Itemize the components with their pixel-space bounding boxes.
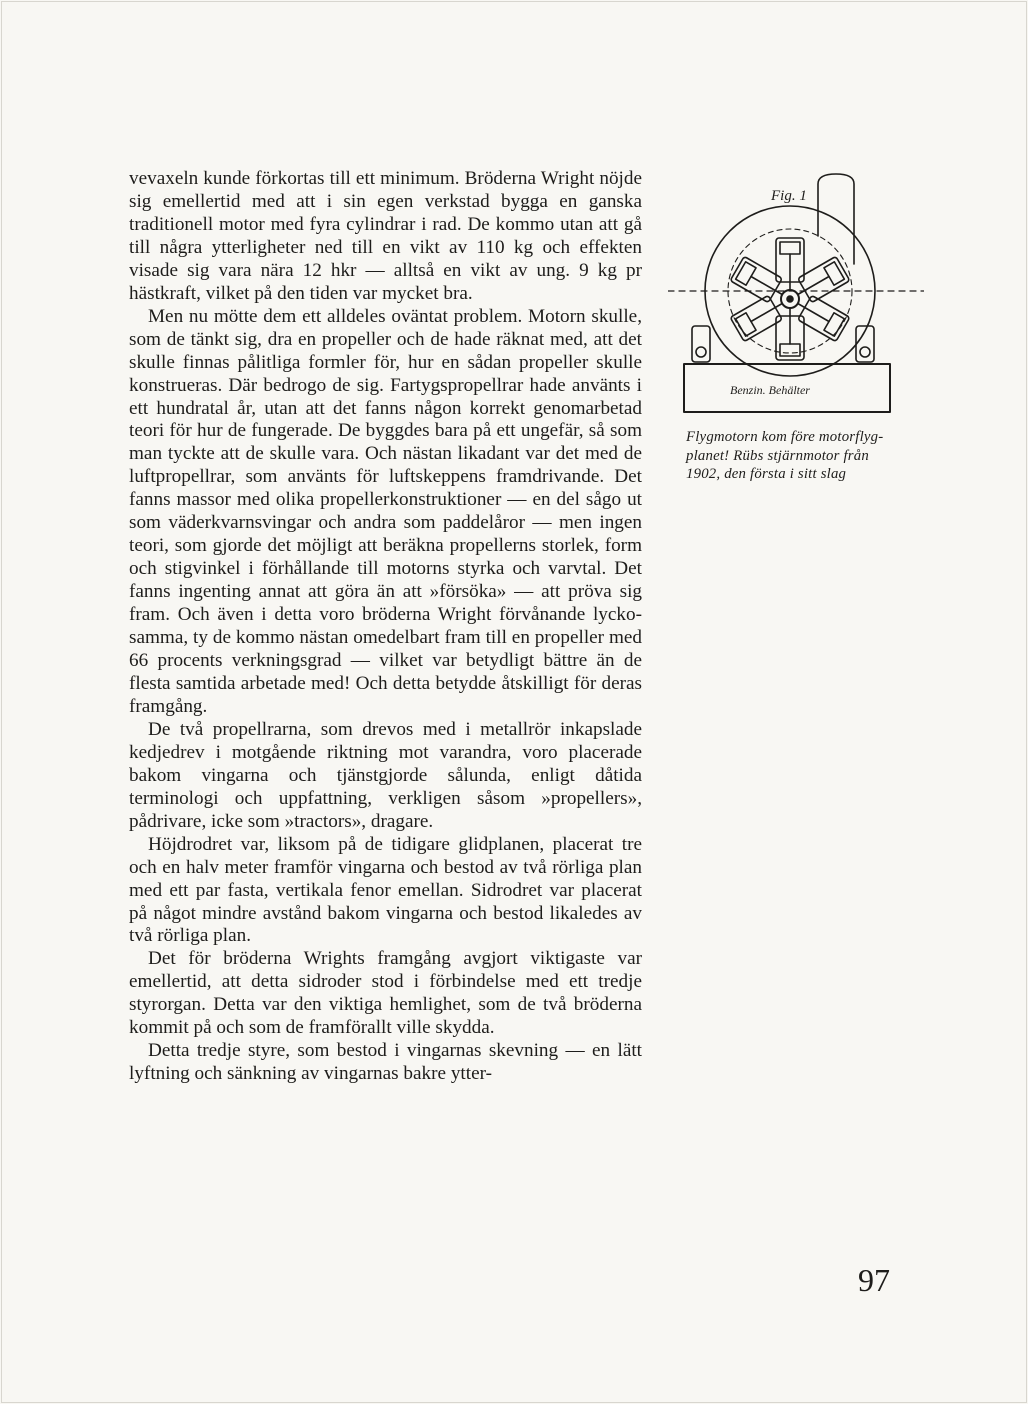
main-text-column — [129, 168, 642, 1086]
paragraph-1: vevaxeln kunde förkortas till ett minimum. Bröderna Wright nöjde sig emellertid med att i sin egen verkstad bygga en ganska traditionell motor med fyra cylindrar i rad. De kommo utan att gå till några ytterligheter ned till en vikt av 110 kg och effekten visade sig vara nära 12 hkr — alltså en vikt av ung. 9 kg pr hästkraft, vilket på den tiden var mycket bra. — [129, 168, 642, 304]
figure-label: Fig. 1 — [771, 188, 807, 204]
paragraph-6: Detta tredje styre, som bestod i vingarnas skevning — en lätt lyftning och sänkning av vingarnas bakre ytter- — [129, 1040, 642, 1085]
base-inscription: Benzin. Behälter — [730, 383, 810, 397]
page-number: 97 — [858, 1262, 890, 1298]
paragraph-2: Men nu mötte dem ett alldeles oväntat problem. Motorn skulle, som de tänkt sig, dra en propeller och de hade räknat med, att det skulle finnas pålitliga formler för, hur en sådan propeller skulle konstrueras. Där bedrogo de sig. Fartygspropellrar hade använts i ett hundratal år, utan att det fanns någon korrekt genomarbetad teori för hur de fungerade. De byggdes bara på ett ungefär, så som man tyckte att de skulle vara. Och nästan likadant var det med de luftpropellrar, som använts för luftskeppens framdrivande. Det fanns massor med olika propellerkonstruktioner — en del sågo ut som väderkvarnsvingar och andra som paddelåror — men ingen teori, som gjorde det möjligt att beräkna propellerns storlek, form och stigvinkel i förhållande till motorns styrka och varvtal. Det fanns ingenting annat att göra än att »försöka» — att pröva sig fram. Och även i detta voro bröderna Wright förvånande lyckosamma, ty de kommo nästan omedelbart fram till en propeller med 66 procents verkningsgrad — vilket var betydligt bättre än de flesta samtida arbetade med! Och detta betydde åtskilligt för deras framgång. — [129, 305, 642, 717]
paragraph-5: Det för bröderna Wrights framgång avgjort viktigaste var emellertid, att detta sidroder stod i förbindelse med ett tredje styrorgan. Detta var den viktiga hemlighet, som de två bröderna kommit på och som de framförallt ville skydda. — [129, 948, 642, 1039]
paragraph-3: De två propellrarna, som drevos med i metallrör inkapslade kedjedrev i motgående riktning mot varandra, voro placerade bakom vingarna och tjänstgjorde sålunda, enligt dåtida terminologi och uppfattning, verkligen såsom »propellers», pådrivare, icke som »tractors», dragare. — [129, 718, 642, 832]
figure-caption: Flygmotorn kom före motorflygplanet! Rübs stjärnmotor från 1902, den första i sitt slag — [686, 429, 884, 482]
paragraph-4: Höjdrodret var, liksom på de tidigare glidplanen, placerat tre och en halv meter framför vingarna och bestod av två rörliga plan med ett par fasta, vertikala fenor emellan. Sidrodret var placerat på något mindre avstånd bakom vingarna och bestod likaledes av två rörliga plan. — [129, 833, 642, 947]
engine-illustration — [668, 166, 924, 416]
